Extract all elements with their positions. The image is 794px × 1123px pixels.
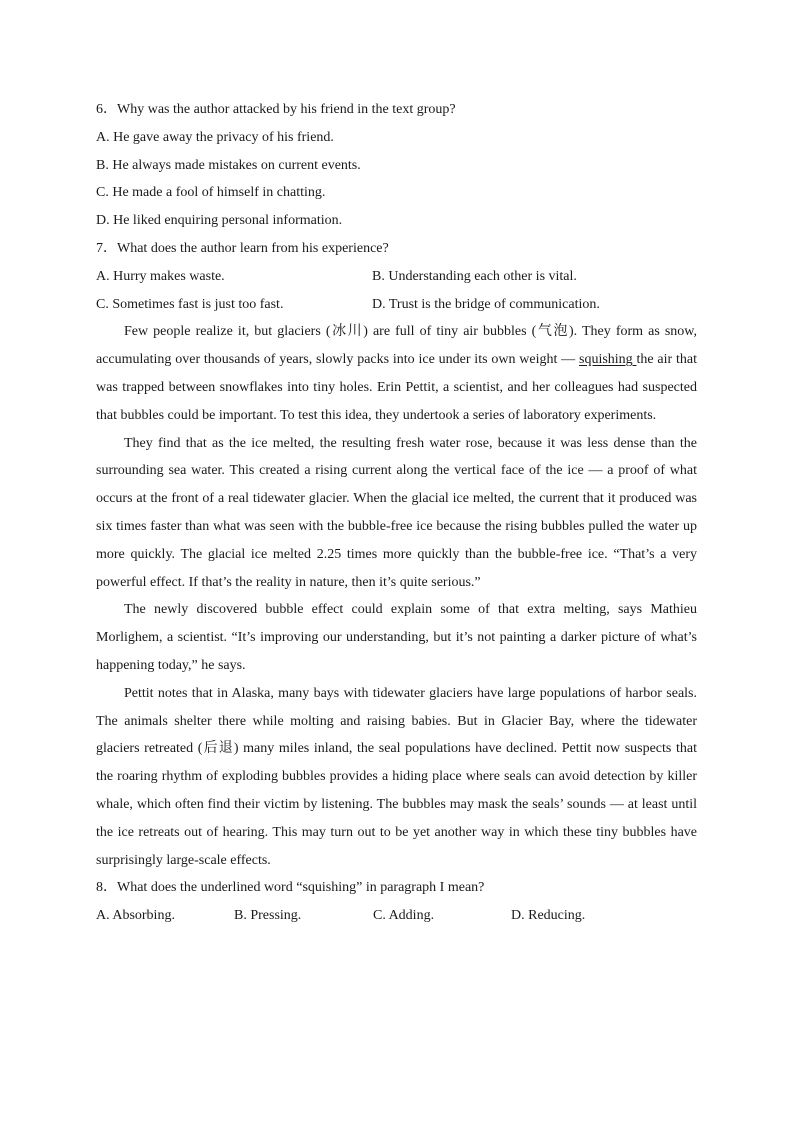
page-content: [96, 96, 697, 930]
question-7-option-d: D. Trust is the bridge of communication.: [372, 296, 600, 312]
passage-paragraph-1: [96, 318, 697, 429]
question-6-stem: 6．Why was the author attacked by his friend in the text group?: [96, 102, 456, 117]
question-8-options: [96, 902, 697, 930]
question-8-option-d: D. Reducing.: [511, 908, 586, 924]
question-7-options-row-2: [96, 291, 697, 319]
question-6-option-d: D. He liked enquiring personal information.: [96, 213, 343, 229]
passage-paragraph-2: They find that as the ice melted, the resulting fresh water rose, because it was less dense than the surrounding sea water. This created a rising current along the vertical face of the ice — a proof of what occurs at the front of a real tidewater glacier. When the glacial ice melted, the current that it produced was six times faster than what was seen with the bubble-free ice because the rising bubbles pulled the water up more quickly. The glacial ice melted 2.25 times more quickly than the bubble-free ice. “That’s a very powerful effect. If that’s the reality in nature, then it’s quite serious.”: [96, 435, 697, 590]
question-6-option-a: A. He gave away the privacy of his friend.: [96, 129, 334, 145]
passage-paragraph-3: The newly discovered bubble effect could explain some of that extra melting, says Mathieu Morlighem, a scientist. “It’s improving our understanding, but it’s not painting a darker picture of what’s happening today,” he says.: [96, 602, 697, 673]
question-7-option-b: B. Understanding each other is vital.: [372, 268, 577, 284]
question-6-option-c: C. He made a fool of himself in chatting.: [96, 185, 326, 201]
question-7-option-a: A. Hurry makes waste.: [96, 268, 225, 284]
question-6-option-b: B. He always made mistakes on current events.: [96, 157, 361, 173]
question-8-stem: 8．What does the underlined word “squishing” in paragraph I mean?: [96, 880, 485, 896]
underlined-word-squishing: squishing: [579, 352, 637, 368]
question-8-option-c: C. Adding.: [373, 908, 435, 924]
question-7-option-c: C. Sometimes fast is just too fast.: [96, 296, 284, 312]
question-7-stem: 7．What does the author learn from his experience?: [96, 240, 389, 256]
passage-paragraph-4: Pettit notes that in Alaska, many bays with tidewater glaciers have large populations of harbor seals. The animals shelter there while molting and raising babies. But in Glacier Bay, where the tidewater glaciers retreated (后退) many miles inland, the seal populations have declined. Pettit now suspects that the roaring rhythm of exploding bubbles provides a hiding place where seals can avoid detection by killer whale, which often find their victim by listening. The bubbles may mask the seals’ sounds — at least until the ice retreats out of hearing. This may turn out to be yet another way in which these tiny bubbles have surprisingly large-scale effects.: [96, 685, 697, 868]
paragraph-1-text-start: Few people realize it, but glaciers (冰川) are full of tiny air bubbles (气泡). They form as snow, accumulating over thousands of years, slowly packs into ice under its own weight —: [96, 324, 697, 368]
question-8-option-b: B. Pressing.: [234, 908, 302, 924]
question-7-options-row-1: [96, 263, 697, 291]
paragraph-1-text-end: the air that was trapped between snowflakes into tiny holes. Erin Pettit, a scientist, and her colleagues had suspected that bubbles could be important. To test this idea, they undertook a series of laboratory experiments.: [96, 352, 697, 423]
question-8-option-a: A. Absorbing.: [96, 908, 175, 924]
